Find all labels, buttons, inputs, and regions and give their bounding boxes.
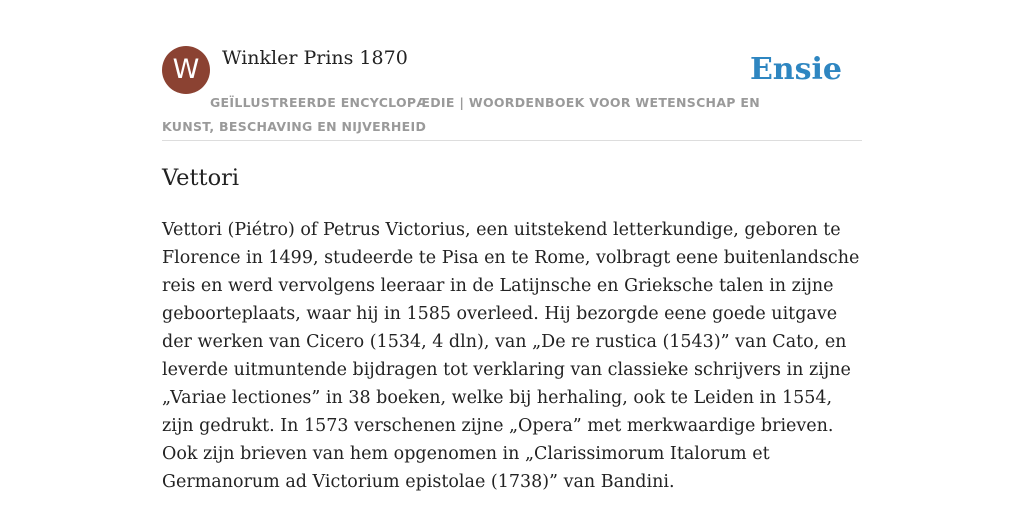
- source-avatar: W: [162, 46, 210, 94]
- entry-body: Vettori (Piétro) of Petrus Victorius, een uitstekend letterkundige, geboren te Florence in 1499, studeerde te Pisa en te Rome, volbragt eene buitenlandsche reis en werd vervolgens leeraar in de Latijnsche en Grieksche talen in zijne geboorteplaats, waar hij in 1585 overleed. Hij bezorgde eene goede uitgave der werken van Cicero (1534, 4 dln), van „De re rustica (1543)” van Cato, en leverde uitmuntende bijdragen tot verklaring van classieke schrijvers in zijne „Variae lectiones” in 38 boeken, welke bij herhaling, ook te Leiden in 1554, zijn gedrukt. In 1573 verschenen zijne „Opera” met merkwaardige brieven. Ook zijn brieven van hem opgenomen in „Clarissimorum Italorum et Germanorum ad Victorium epistolae (1738)” van Bandini.: [162, 220, 860, 492]
- entry-title: Vettori: [162, 165, 240, 191]
- source-header: [162, 46, 862, 141]
- source-title[interactable]: Winkler Prins 1870: [222, 47, 408, 69]
- brand-logo[interactable]: Ensie: [749, 52, 842, 87]
- source-subtitle: GEÏLLUSTREERDE ENCYCLOPÆDIE | WOORDENBOEK VOOR WETENSCHAP EN KUNST, BESCHAVING EN NIJVERHEID: [162, 95, 760, 134]
